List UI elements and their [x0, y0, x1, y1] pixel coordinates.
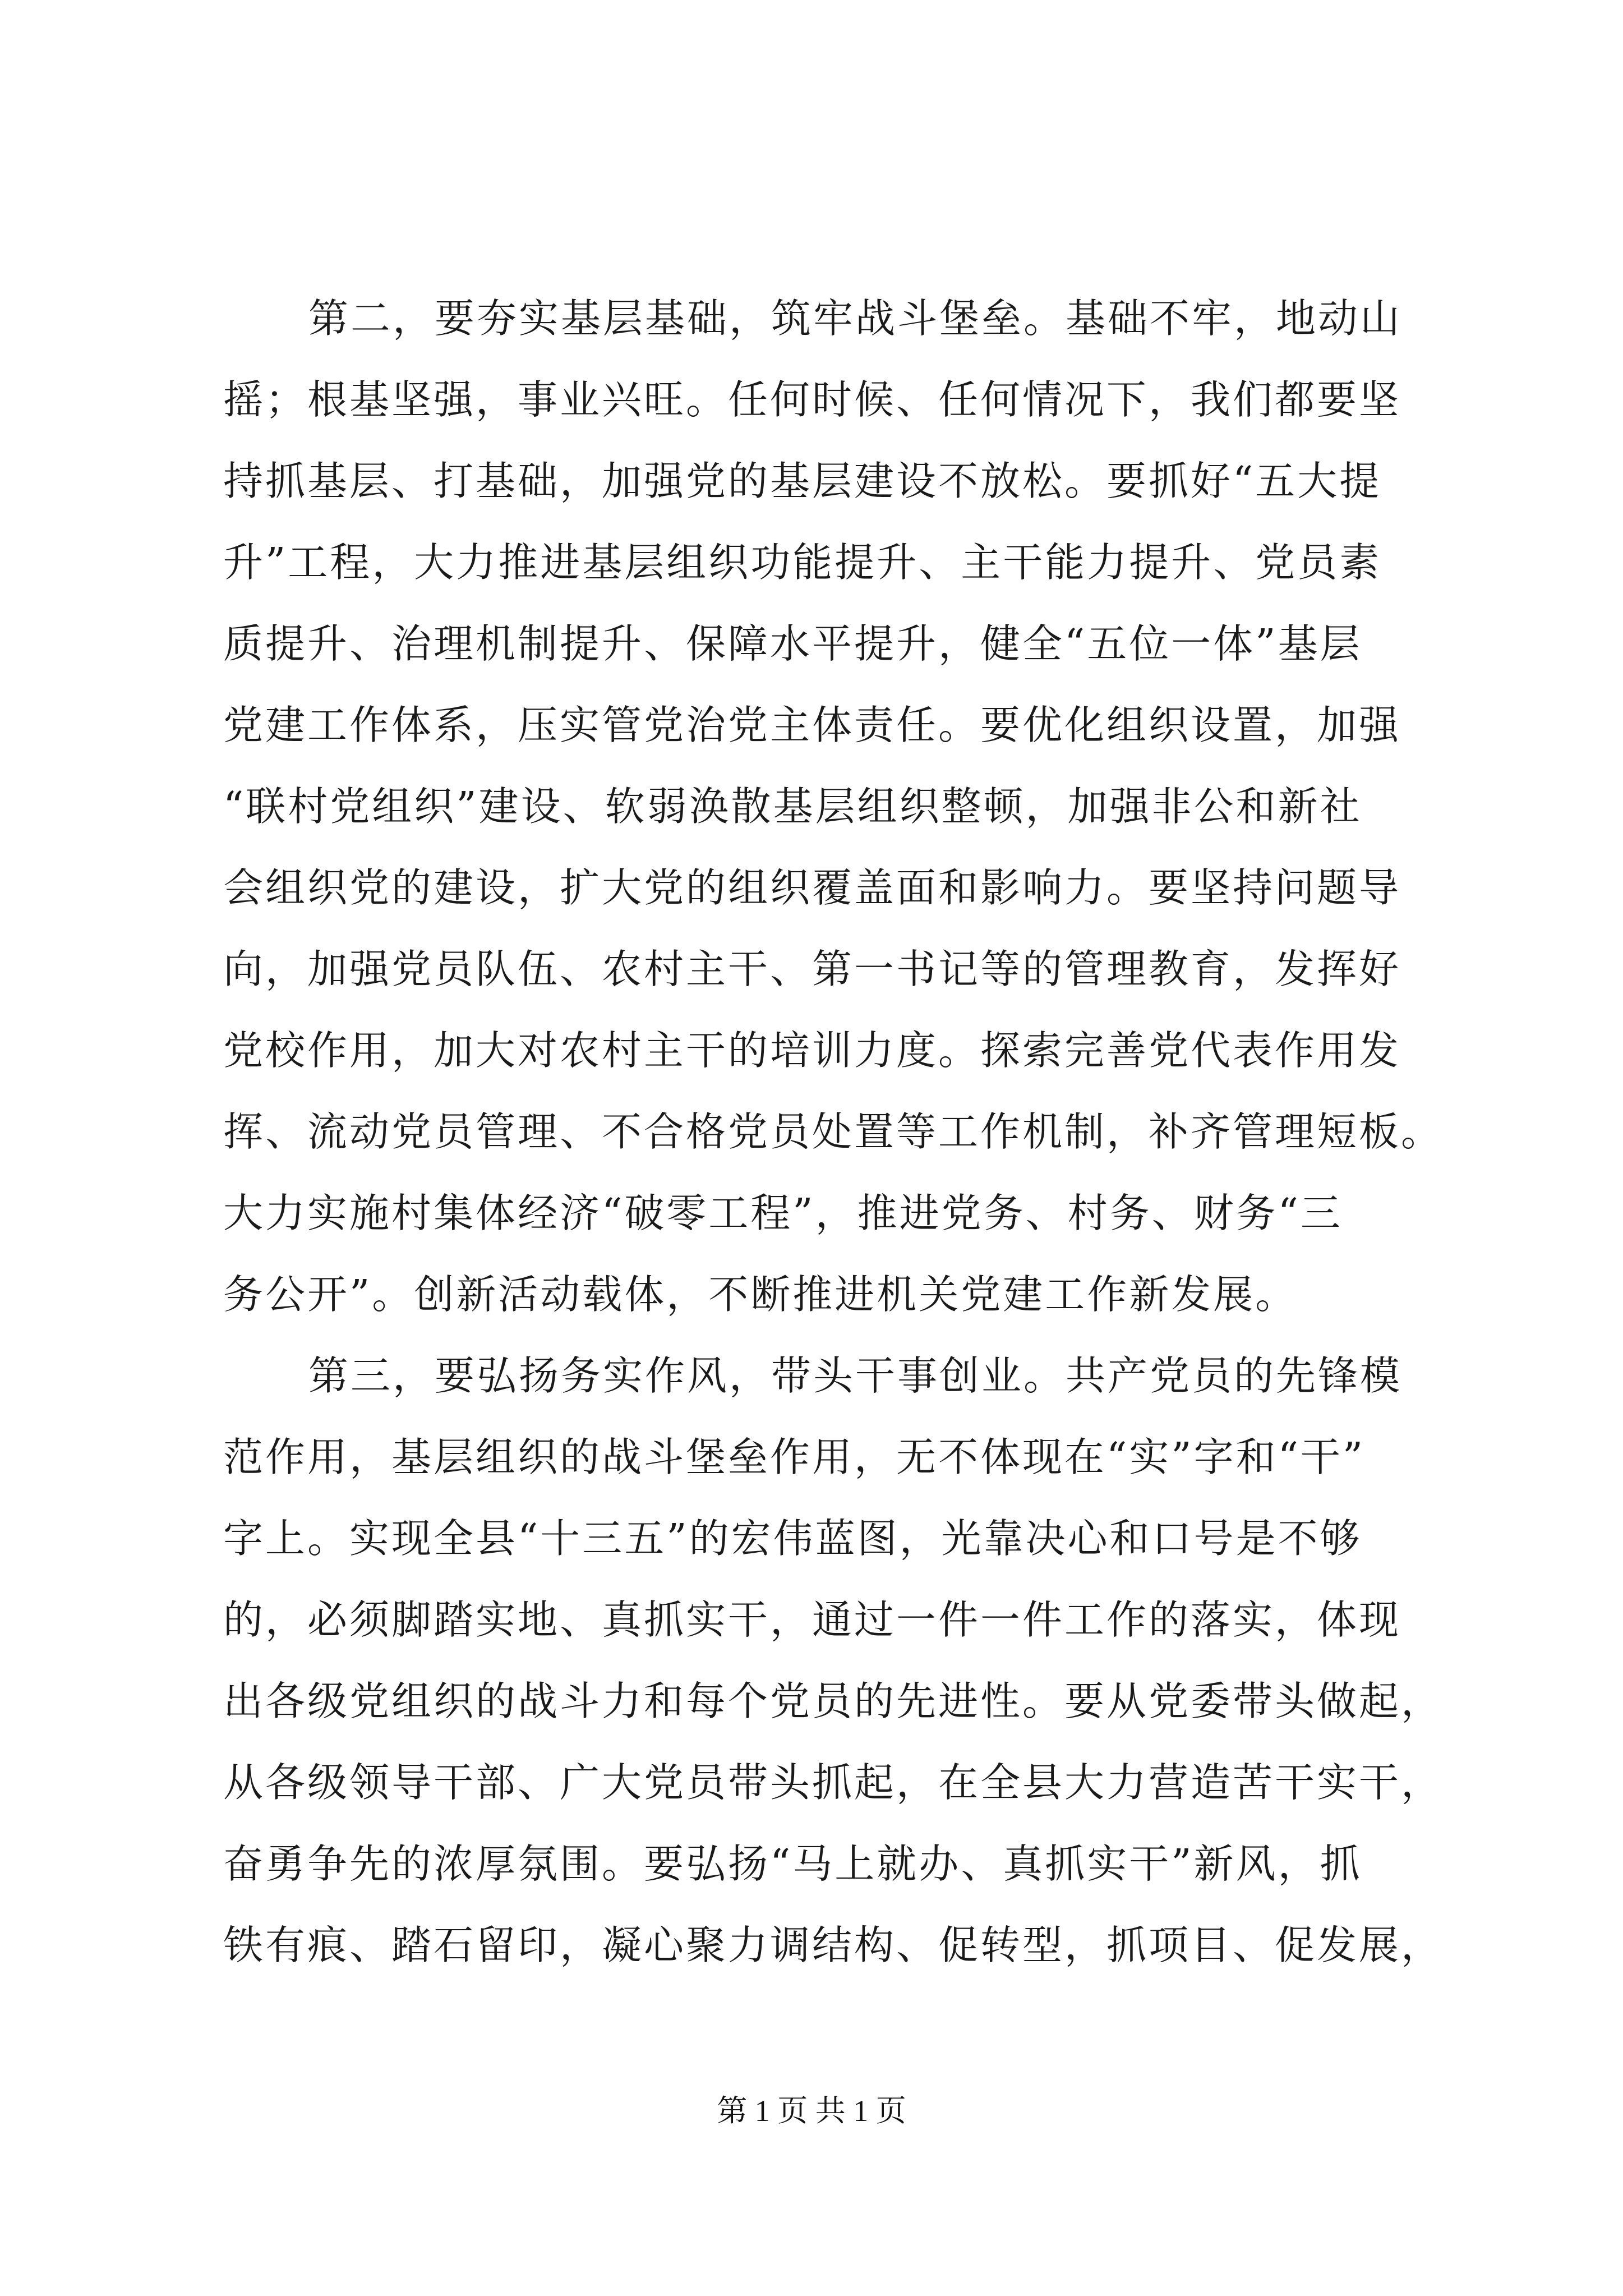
page-number-label: 第 1 页 共 1 页: [717, 2094, 906, 2128]
text-line: 字上。实现全县“十三五”的宏伟蓝图，光靠决心和口号是不够: [223, 1515, 1362, 1562]
text-line: 向，加强党员队伍、农村主干、第一书记等的管理教育，发挥好: [223, 946, 1401, 992]
text-line: 会组织党的建设，扩大党的组织覆盖面和影响力。要坚持问题导: [223, 864, 1401, 911]
text-line: 摇；根基坚强，事业兴旺。任何时候、任何情况下，我们都要坚: [223, 376, 1401, 423]
text-line: 奋勇争先的浓厚氛围。要弘扬“马上就办、真抓实干”新风，抓: [223, 1841, 1362, 1887]
text-line: 质提升、治理机制提升、保障水平提升，健全“五位一体”基层: [223, 620, 1362, 667]
text-line: 务公开”。创新活动载体，不断推进机关党建工作新发展。: [223, 1271, 1298, 1318]
body-text: [223, 278, 1444, 1986]
text-line: 第二，要夯实基层基础，筑牢战斗堡垒。基础不牢，地动山: [308, 295, 1403, 342]
text-line: 第三，要弘扬务实作风，带头干事创业。共产党员的先锋模: [308, 1352, 1403, 1399]
text-line: 升”工程，大力推进基层组织功能提升、主干能力提升、党员素: [223, 539, 1382, 586]
text-line: 范作用，基层组织的战斗堡垒作用，无不体现在“实”字和“干”: [223, 1434, 1366, 1480]
text-line: 党校作用，加大对农村主干的培训力度。探索完善党代表作用发: [223, 1027, 1401, 1074]
text-line: 持抓基层、打基础，加强党的基层建设不放松。要抓好“五大提: [223, 458, 1382, 504]
text-line: 大力实施村集体经济“破零工程”，推进党务、村务、财务“三: [223, 1190, 1343, 1236]
text-line: 出各级党组织的战斗力和每个党员的先进性。要从党委带头做起，: [223, 1678, 1444, 1724]
text-line: 铁有痕、踏石留印，凝心聚力调结构、促转型，抓项目、促发展，: [223, 1922, 1444, 1968]
text-line: “联村党组织”建设、软弱涣散基层组织整顿，加强非公和新社: [223, 783, 1362, 830]
text-line: 的，必须脚踏实地、真抓实干，通过一件一件工作的落实，体现: [223, 1596, 1401, 1643]
text-line: 挥、流动党员管理、不合格党员处置等工作机制，补齐管理短板。: [223, 1108, 1444, 1155]
text-line: 从各级领导干部、广大党员带头抓起，在全县大力营造苦干实干，: [223, 1759, 1444, 1806]
text-line: 党建工作体系，压实管党治党主体责任。要优化组织设置，加强: [223, 702, 1401, 748]
page-footer: [0, 2091, 1623, 2131]
